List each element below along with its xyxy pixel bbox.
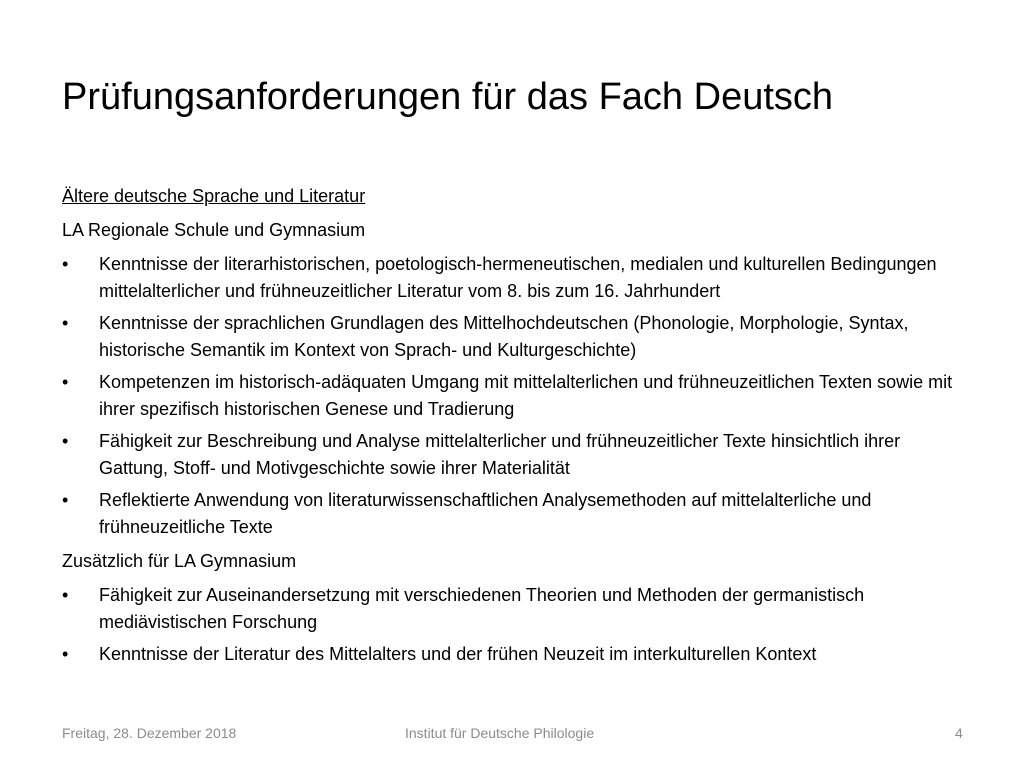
bullet-icon: •	[62, 313, 69, 333]
bullet-icon: •	[62, 254, 69, 274]
list-item	[62, 487, 972, 541]
list-item	[62, 251, 972, 305]
bullet-icon: •	[62, 585, 69, 605]
list-item-text: Kenntnisse der literarhistorischen, poetologisch-hermeneutischen, medialen und kulturellen Bedingungen mittelalterlicher und frühneuzeitlicher Literatur vom 8. bis zum 16. Jahrhundert	[99, 254, 937, 301]
bullet-icon: •	[62, 644, 69, 664]
list-item	[62, 369, 972, 423]
list-item-text: Reflektierte Anwendung von literaturwissenschaftlichen Analysemethoden auf mittelalterliche und frühneuzeitliche Texte	[99, 490, 872, 537]
list-item	[62, 641, 972, 668]
list-item	[62, 428, 972, 482]
bullet-icon: •	[62, 372, 69, 392]
bullet-icon: •	[62, 490, 69, 510]
section-heading: Ältere deutsche Sprache und Literatur	[62, 186, 366, 206]
list-item	[62, 582, 972, 636]
list-item-text: Kenntnisse der Literatur des Mittelalters und der frühen Neuzeit im interkulturellen Kontext	[99, 644, 817, 664]
footer-page-number: 4	[955, 725, 963, 741]
list-item-text: Fähigkeit zur Auseinandersetzung mit verschiedenen Theorien und Methoden der germanistisch mediävistischen Forschung	[99, 585, 865, 632]
footer-date: Freitag, 28. Dezember 2018	[62, 725, 237, 741]
section-label-gymnasium: Zusätzlich für LA Gymnasium	[62, 551, 297, 571]
slide-title: Prüfungsanforderungen für das Fach Deutsch	[62, 76, 834, 118]
bullet-list-regionale	[62, 251, 972, 541]
list-item-text: Fähigkeit zur Beschreibung und Analyse mittelalterlicher und frühneuzeitlicher Texte hinsichtlich ihrer Gattung, Stoff- und Motivgeschichte sowie ihrer Materialität	[99, 431, 901, 478]
list-item-text: Kenntnisse der sprachlichen Grundlagen des Mittelhochdeutschen (Phonologie, Morphologie, Syntax, historische Semantik im Kontext von Sprach- und Kulturgeschichte)	[99, 313, 909, 360]
list-item-text: Kompetenzen im historisch-adäquaten Umgang mit mittelalterlichen und frühneuzeitlichen Texten sowie mit ihrer spezifisch historischen Genese und Tradierung	[99, 372, 953, 419]
footer-institute: Institut für Deutsche Philologie	[405, 725, 595, 741]
bullet-icon: •	[62, 431, 69, 451]
bullet-list-gymnasium	[62, 582, 972, 668]
section-label-regionale: LA Regionale Schule und Gymnasium	[62, 220, 366, 240]
list-item	[62, 310, 972, 364]
slide-content	[62, 183, 972, 675]
